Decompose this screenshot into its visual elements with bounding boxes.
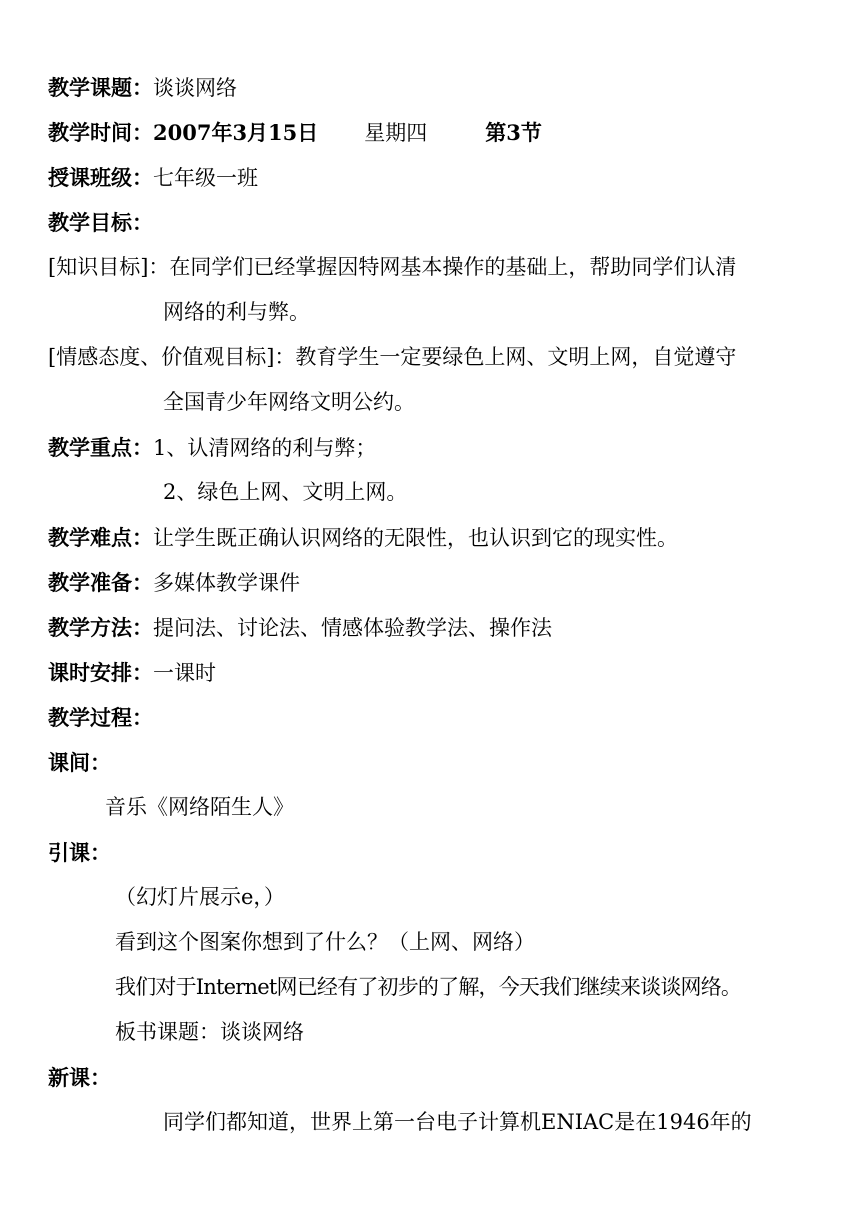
intro-question: 看到这个图案你想到了什么？（上网、网络） [115, 930, 535, 954]
class-line [48, 155, 258, 200]
knowledge-text-2: 网络的利与弊。 [163, 300, 310, 324]
emotion-objective-line1 [48, 335, 736, 380]
break-music: 音乐《网络陌生人》 [105, 795, 294, 819]
method-line [48, 605, 552, 650]
time-period: 第3节 [485, 120, 542, 145]
break-label: 课间： [48, 750, 111, 775]
method-label: 教学方法： [48, 615, 153, 640]
intro-label: 引课： [48, 840, 111, 865]
process-label: 教学过程： [48, 705, 153, 730]
break-music-line [105, 785, 294, 830]
key-points-line1 [48, 425, 376, 470]
knowledge-objective-line2 [163, 290, 310, 335]
emotion-text-1: 教育学生一定要绿色上网、文明上网，自觉遵守 [295, 345, 737, 369]
new-label: 新课： [48, 1065, 111, 1090]
intro-statement: 我们对于Internet网已经有了初步的了解，今天我们继续来谈谈网络。 [115, 975, 742, 999]
intro-statement-line [115, 965, 741, 1010]
intro-slide: （幻灯片展示e，） [115, 885, 285, 909]
new-text-1: 同学们都知道，世界上第一台电子计算机ENIAC是在1946年的 [163, 1110, 752, 1134]
prep-line [48, 560, 300, 605]
time-date: 2007年3月15日 [153, 120, 319, 145]
new-lesson-line1 [163, 1100, 752, 1145]
class-value: 七年级一班 [153, 166, 258, 190]
knowledge-objective-line1 [48, 245, 736, 290]
knowledge-label: [知识目标]： [48, 255, 170, 279]
knowledge-text-1: 在同学们已经掌握因特网基本操作的基础上，帮助同学们认清 [169, 255, 737, 279]
key-points-line2 [163, 470, 407, 515]
schedule-label: 课时安排： [48, 660, 153, 685]
method-value: 提问法、讨论法、情感体验教学法、操作法 [153, 616, 552, 640]
time-weekday: 星期四 [364, 121, 428, 145]
key-item-1: 1、认清网络的利与弊； [153, 436, 377, 460]
objectives-heading [48, 200, 153, 245]
intro-slide-line [115, 875, 285, 920]
process-heading [48, 695, 153, 740]
break-heading [48, 740, 111, 785]
time-label: 教学时间： [48, 120, 153, 145]
class-label: 授课班级： [48, 165, 153, 190]
difficulty-value: 让学生既正确认识网络的无限性，也认识到它的现实性。 [153, 526, 678, 550]
intro-board-line [115, 1010, 304, 1055]
key-item-2: 2、绿色上网、文明上网。 [163, 480, 408, 504]
difficulty-line [48, 515, 678, 560]
prep-value: 多媒体教学课件 [153, 571, 300, 595]
intro-board: 板书课题：谈谈网络 [115, 1020, 304, 1044]
objectives-label: 教学目标： [48, 210, 153, 235]
schedule-line [48, 650, 216, 695]
new-lesson-heading [48, 1055, 111, 1100]
topic-line [48, 65, 237, 110]
emotion-objective-line2 [163, 380, 415, 425]
schedule-value: 一课时 [153, 661, 216, 685]
time-line [48, 110, 542, 155]
difficulty-label: 教学难点： [48, 525, 153, 550]
prep-label: 教学准备： [48, 570, 153, 595]
emotion-label: [情感态度、价值观目标]： [48, 345, 296, 369]
intro-heading [48, 830, 111, 875]
intro-question-line [115, 920, 535, 965]
topic-label: 教学课题： [48, 75, 153, 100]
emotion-text-2: 全国青少年网络文明公约。 [163, 390, 415, 414]
topic-value: 谈谈网络 [153, 76, 237, 100]
key-label: 教学重点： [48, 435, 153, 460]
